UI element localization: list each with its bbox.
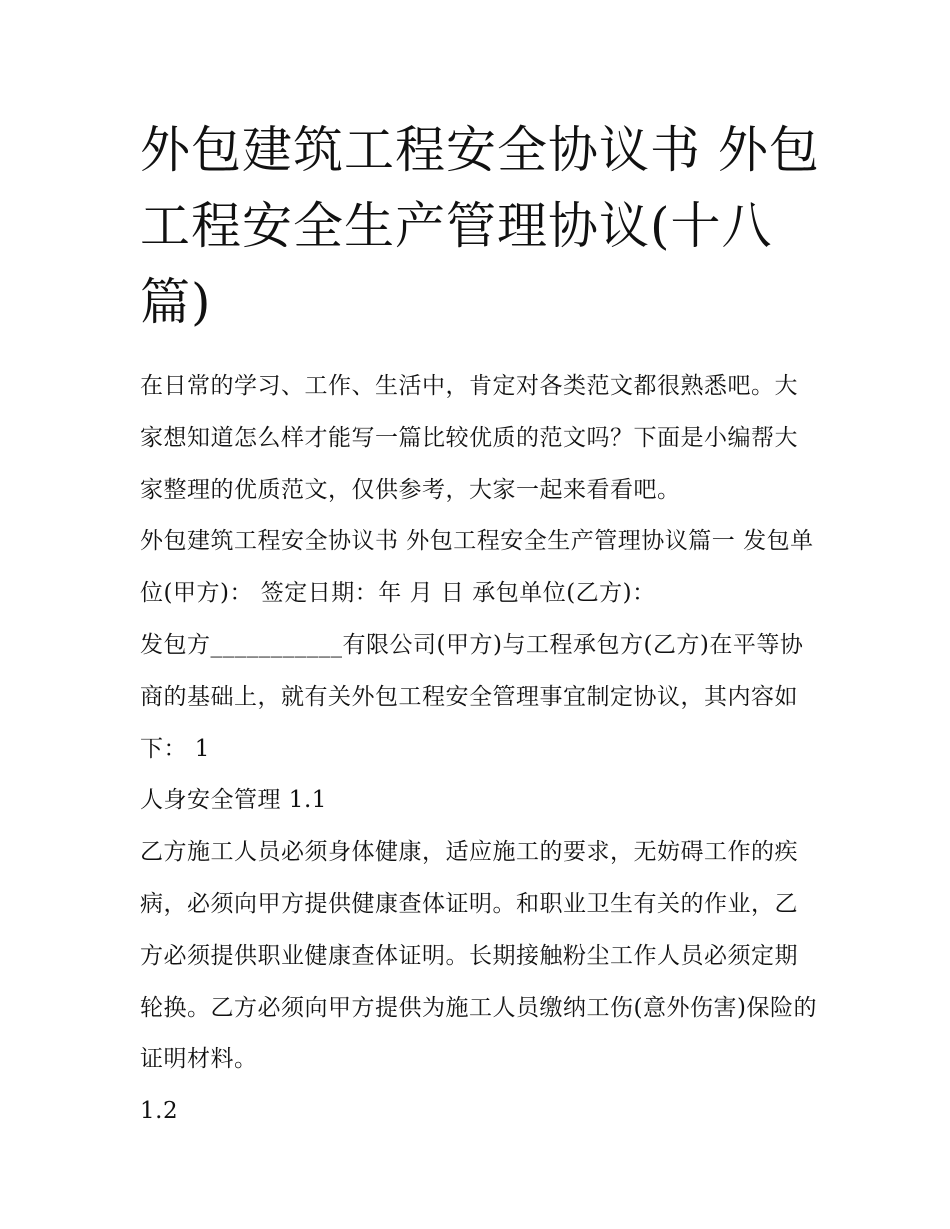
clause-number: 1.2 (140, 1098, 179, 1125)
intro-paragraph: 在日常的学习、工作、生活中，肯定对各类范文都很熟悉吧。大家想知道怎么样才能写一篇比较优质的范文吗？下面是小编帮大家整理的优质范文，仅供参考，大家一起来看看吧。 (140, 373, 798, 503)
section-heading: 人身安全管理 1.1 (140, 787, 327, 814)
agreement-header-paragraph: 外包建筑工程安全协议书 外包工程安全生产管理协议篇一 发包单位(甲方)： 签定日期：年 月 日 承包单位(乙方)： (140, 528, 814, 607)
agreement-preamble-paragraph: 发包方___________有限公司(甲方)与工程承包方(乙方)在平等协商的基础上，就有关外包工程安全管理事宜制定协议，其内容如下： 1 (140, 631, 804, 762)
clause-paragraph: 乙方施工人员必须身体健康，适应施工的要求，无妨碍工作的疾病，必须向甲方提供健康查体证明。和职业卫生有关的作业，乙方必须提供职业健康查体证明。长期接触粉尘工作人员必须定期轮换。乙方必须向甲方提供为施工人员缴纳工伤(意外伤害)保险的证明材料。 (140, 839, 817, 1073)
document-page (140, 112, 820, 1138)
document-title: 外包建筑工程安全协议书 外包工程安全生产管理协议(十八篇) (140, 121, 820, 331)
